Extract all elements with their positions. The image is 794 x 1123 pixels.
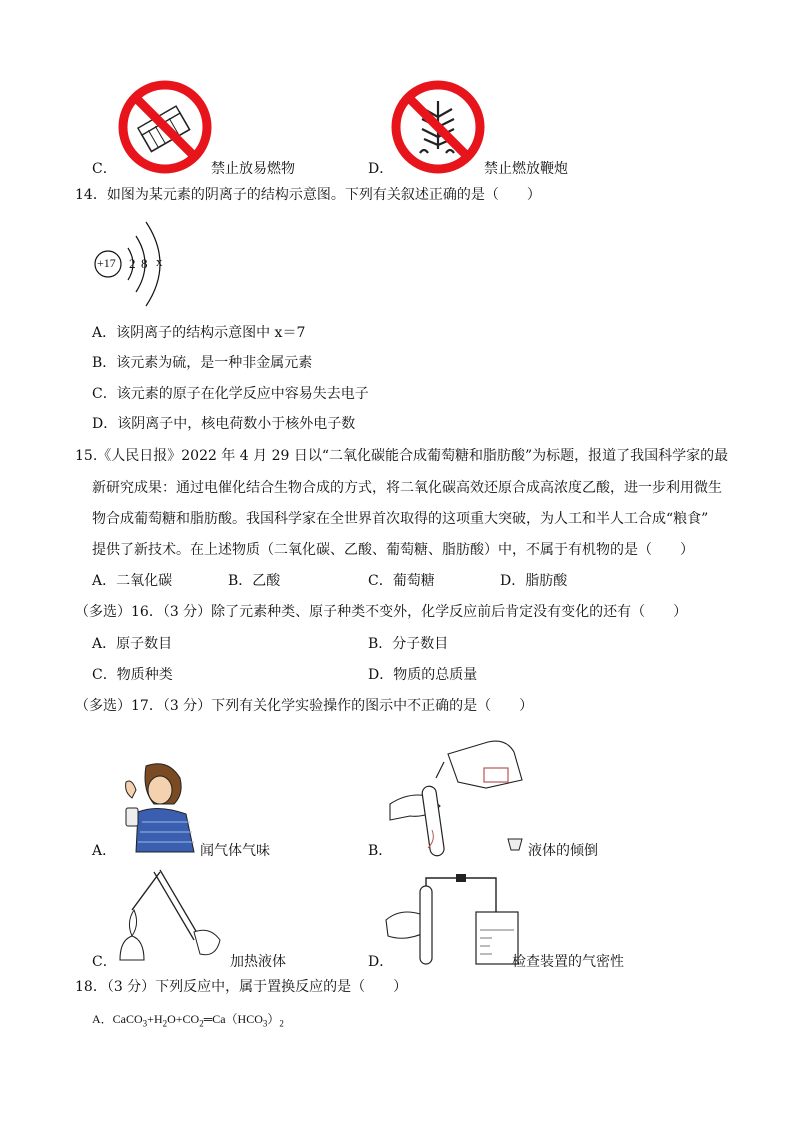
- q15-stem-line4: 提供了新技术。在上述物质（二氧化碳、乙酸、葡萄糖、脂肪酸）中，不属于有机物的是（ ）: [92, 542, 694, 558]
- q16-option-a: A．原子数目: [92, 636, 173, 652]
- shell-2-electrons: 8: [141, 256, 148, 271]
- heat-liquid-illustration: [110, 866, 230, 966]
- q13-option-c-letter: C．: [92, 161, 117, 177]
- q18-a-prefix: A．CaCO: [92, 1012, 143, 1026]
- q18-option-a: [92, 1010, 284, 1032]
- q13-option-d-caption: 禁止燃放鞭炮: [484, 161, 568, 177]
- q13-option-c-caption: 禁止放易燃物: [211, 161, 295, 177]
- q14-option-b: B．该元素为硫，是一种非金属元素: [92, 355, 313, 371]
- q17-option-d-letter: D．: [368, 954, 394, 970]
- q18-a-mid3: ═Ca（HCO: [203, 1012, 263, 1026]
- q16-option-b: B．分子数目: [368, 636, 449, 652]
- smell-gas-illustration: [108, 760, 198, 852]
- q15-option-c: C．葡萄糖: [368, 573, 435, 589]
- q17-option-b-letter: B．: [368, 843, 393, 859]
- q16-option-c: C．物质种类: [92, 667, 173, 683]
- q15-stem-line3: 物合成葡萄糖和脂肪酸。我国科学家在全世界首次取得的这项重大突破，为人工和半人工合成“粮食”: [92, 511, 709, 527]
- q18-a-sub2: 2: [162, 1018, 168, 1029]
- q17-option-b-caption: 液体的倾倒: [528, 843, 598, 859]
- q18-a-end: ）: [267, 1012, 280, 1026]
- q18-a-sub1: 3: [142, 1018, 148, 1029]
- q18-a-sub4: 3: [262, 1018, 268, 1029]
- q15-option-a: A．二氧化碳: [92, 573, 173, 589]
- q17-option-a-letter: A．: [92, 843, 117, 859]
- bottle-stopper-icon: [506, 836, 524, 852]
- shell-1-electrons: 2: [129, 256, 136, 271]
- q15-option-d: D．脂肪酸: [500, 573, 568, 589]
- q15-stem-line2: 新研究成果：通过电催化结合生物合成的方式，将二氧化碳高效还原合成高浓度乙酸，进一步利用微生: [92, 480, 722, 496]
- shell-3-electrons: x: [156, 254, 163, 269]
- atom-structure-diagram: [92, 218, 182, 310]
- q18-stem: 18．（3 分）下列反应中，属于置换反应的是（ ）: [75, 979, 408, 995]
- q18-a-mid: +H: [147, 1012, 163, 1026]
- q18-a-sub3: 2: [199, 1018, 204, 1029]
- q14-stem: 14．如图为某元素的阴离子的结构示意图。下列有关叙述正确的是（ ）: [75, 187, 541, 203]
- q14-option-a: A．该阴离子的结构示意图中 x＝7: [92, 325, 306, 341]
- q16-option-d: D．物质的总质量: [368, 667, 478, 683]
- no-firecrackers-sign-icon: [390, 79, 486, 175]
- q15-stem-line1: 15.《人民日报》2022 年 4 月 29 日以“二氧化碳能合成葡萄糖和脂肪酸”为标题，报道了我国科学家的最: [75, 448, 729, 464]
- q14-option-d: D．该阴离子中，核电荷数小于核外电子数: [92, 416, 356, 432]
- q17-option-c-letter: C．: [92, 954, 117, 970]
- q14-option-c: C．该元素的原子在化学反应中容易失去电子: [92, 386, 369, 402]
- q17-option-d-caption: 检查装置的气密性: [512, 954, 624, 970]
- q17-option-c-caption: 加热液体: [230, 954, 286, 970]
- airtightness-check-illustration: [386, 872, 526, 968]
- nucleus-charge: +17: [97, 256, 116, 270]
- q17-option-a-caption: 闻气体气味: [200, 843, 270, 859]
- no-flammables-sign-icon: [117, 79, 213, 175]
- q17-stem: （多选）17．（3 分）下列有关化学实验操作的图示中不正确的是（ ）: [75, 698, 534, 714]
- q15-option-b: B．乙酸: [228, 573, 281, 589]
- q16-stem: （多选）16．（3 分）除了元素种类、原子种类不变外，化学反应前后肯定没有变化的还有（ ）: [75, 604, 688, 620]
- q13-option-d-letter: D．: [368, 161, 394, 177]
- q18-a-sub5: 2: [279, 1018, 284, 1029]
- q18-a-mid2: O+CO: [167, 1012, 200, 1026]
